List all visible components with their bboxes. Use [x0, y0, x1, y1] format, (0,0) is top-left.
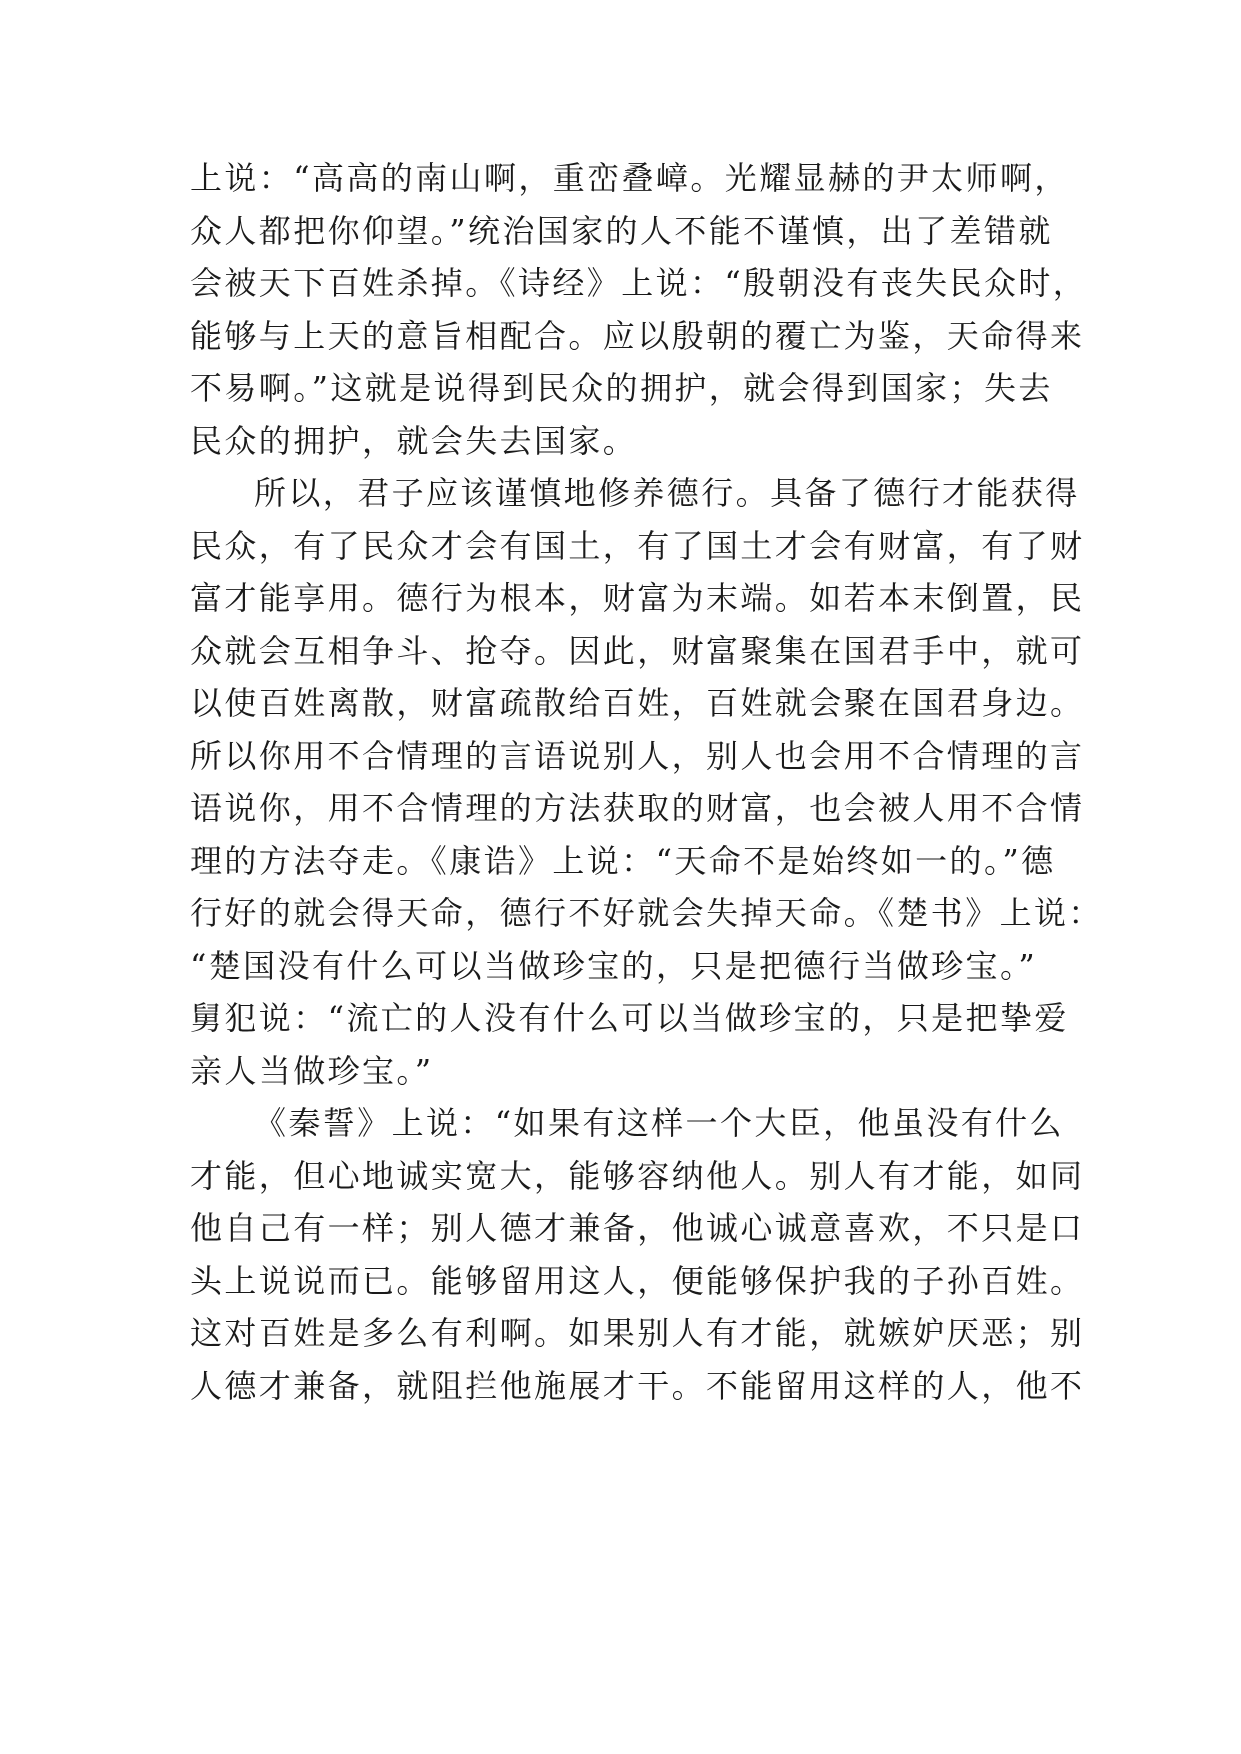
text-line: 行好的就会得天命，德行不好就会失掉天命。《楚书》上说： [190, 894, 1103, 932]
text-line: “楚国没有什么可以当做珍宝的，只是把德行当做珍宝。” [190, 946, 1038, 985]
text-line: 语说你，用不合情理的方法获取的财富，也会被人用不合情 [190, 789, 1085, 827]
text-line: 他自己有一样；别人德才兼备，他诚心诚意喜欢，不只是口 [190, 1209, 1085, 1247]
text-line: 民众，有了民众才会有国土，有了国土才会有财富，有了财 [190, 526, 1085, 565]
text-line: 民众的拥护，就会失去国家。 [190, 421, 638, 460]
text-line: 众就会互相争斗、抢夺。因此，财富聚集在国君手中，就可 [190, 631, 1085, 670]
text-line: 上说：“高高的南山啊，重峦叠嶂。光耀显赫的尹太师啊， [190, 159, 1069, 197]
paragraph-start-line: 所以，君子应该谨慎地修养德行。具备了德行才能获得 [254, 474, 1080, 512]
text-line: 才能，但心地诚实宽大，能够容纳他人。别人有才能，如同 [190, 1156, 1085, 1195]
text-line: 富才能享用。德行为根本，财富为末端。如若本末倒置，民 [190, 579, 1085, 617]
text-line: 能够与上天的意旨相配合。应以殷朝的覆亡为鉴，天命得来 [190, 316, 1085, 355]
text-line: 理的方法夺走。《康诰》上说：“天命不是始终如一的。”德 [190, 841, 1056, 880]
document-body [190, 152, 1103, 1412]
text-line: 所以你用不合情理的言语说别人，别人也会用不合情理的言 [190, 736, 1085, 775]
text-line: 不易啊。”这就是说得到民众的拥护，就会得到国家；失去 [190, 369, 1053, 407]
paragraph-start-line: 《秦誓》上说：“如果有这样一个大臣，他虽没有什么 [254, 1104, 1064, 1142]
text-line: 以使百姓离散，财富疏散给百姓，百姓就会聚在国君身边。 [190, 684, 1085, 722]
text-line: 这对百姓是多么有利啊。如果别人有才能，就嫉妒厌恶；别 [190, 1314, 1085, 1352]
text-line: 会被天下百姓杀掉。《诗经》上说：“殷朝没有丧失民众时， [190, 264, 1088, 302]
text-line: 舅犯说：“流亡的人没有什么可以当做珍宝的，只是把挚爱 [190, 999, 1069, 1037]
text-line: 众人都把你仰望。”统治国家的人不能不谨慎，出了差错就 [190, 211, 1053, 250]
text-line: 亲人当做珍宝。” [190, 1051, 434, 1090]
text-line: 人德才兼备，就阻拦他施展才干。不能留用这样的人，他不 [190, 1366, 1085, 1405]
text-line: 头上说说而已。能够留用这人，便能够保护我的子孙百姓。 [190, 1261, 1085, 1300]
